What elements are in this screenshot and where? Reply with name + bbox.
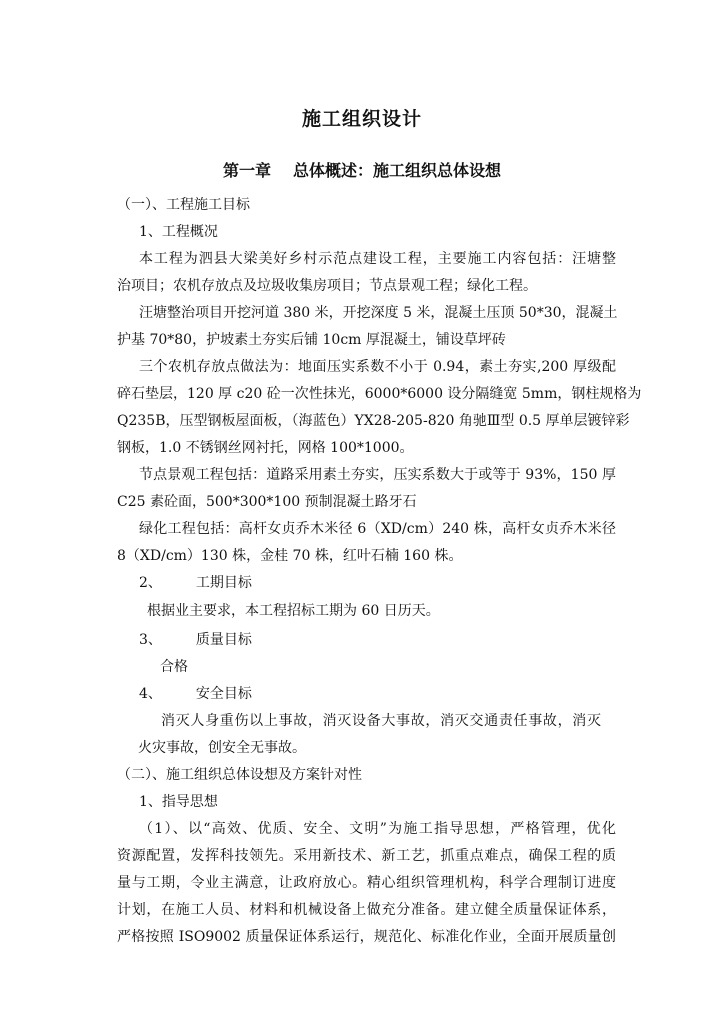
guide-line-1: （1）、以“高效、优质、安全、文明”为施工指导思想，严格管理，优化 bbox=[139, 821, 616, 837]
chapter-title: 总体概述：施工组织总体设想 bbox=[293, 161, 502, 180]
landscape-line-2: C25 素砼面，500*300*100 预制混凝土路牙石 bbox=[117, 494, 417, 510]
item4-heading bbox=[139, 684, 252, 704]
green-line-2: 8（XD/cm）130 株，金桂 70 株，红叶石楠 160 株。 bbox=[117, 548, 463, 564]
green-line-1: 绿化工程包括：高杆女贞乔木米径 6（XD/cm）240 株，高杆女贞乔木米径 bbox=[139, 521, 616, 537]
overview-line-2: 治项目；农机存放点及垃圾收集房项目；节点景观工程；绿化工程。 bbox=[117, 278, 537, 294]
item2-label: 工期目标 bbox=[195, 575, 252, 591]
section2-item1-heading: 1、指导思想 bbox=[139, 794, 218, 810]
section2-heading: （二）、施工组织总体设想及方案针对性 bbox=[117, 767, 362, 783]
guide-line-2: 资源配置，发挥科技领先。采用新技术、新工艺，抓重点难点，确保工程的质 bbox=[117, 848, 616, 864]
item4-label: 安全目标 bbox=[195, 686, 252, 702]
section1-heading: （一）、工程施工目标 bbox=[117, 197, 250, 213]
item3-text: 合格 bbox=[160, 659, 188, 675]
landscape-line-1: 节点景观工程包括：道路采用素土夯实，压实系数大于或等于 93%，150 厚 bbox=[139, 467, 616, 483]
item4-line-2: 火灾事故，创安全无事故。 bbox=[138, 740, 306, 756]
item3-heading bbox=[139, 630, 252, 650]
pond-line-2: 护基 70*80，护坡素土夯实后铺 10cm 厚混凝土，铺设草坪砖 bbox=[117, 332, 506, 348]
item3-label: 质量目标 bbox=[195, 632, 252, 648]
document-title: 施工组织设计 bbox=[301, 108, 422, 130]
item4-line-1: 消灭人身重伤以上事故，消灭设备大事故，消灭交通责任事故，消灭 bbox=[161, 713, 601, 729]
item1-heading: 1、工程概况 bbox=[139, 224, 218, 240]
farm-line-4: 钢板，1.0 不锈钢丝网衬托，网格 100*1000。 bbox=[117, 440, 414, 456]
overview-line-1: 本工程为泗县大梁美好乡村示范点建设工程，主要施工内容包括：汪塘整 bbox=[139, 251, 616, 267]
item2-text: 根据业主要求，本工程招标工期为 60 日历天。 bbox=[147, 603, 440, 619]
guide-line-5: 严格按照 ISO9002 质量保证体系运行，规范化、标准化作业，全面开展质量创 bbox=[117, 929, 616, 945]
pond-line-1: 汪塘整治项目开挖河道 380 米，开挖深度 5 米，混凝土压顶 50*30，混凝土 bbox=[139, 305, 618, 321]
item3-number: 3、 bbox=[139, 632, 162, 648]
chapter-number: 第一章 bbox=[222, 161, 271, 180]
item4-number: 4、 bbox=[139, 686, 162, 702]
item2-number: 2、 bbox=[139, 575, 162, 591]
item2-heading bbox=[139, 573, 252, 593]
farm-line-2: 碎石垫层，120 厚 c20 砼一次性抹光，6000*6000 设分隔缝宽 5mm，钢柱规格为 bbox=[117, 386, 642, 402]
guide-line-4: 计划，在施工人员、材料和机械设备上做充分准备。建立健全质量保证体系， bbox=[117, 902, 616, 918]
farm-line-1: 三个农机存放点做法为：地面压实系数不小于 0.94，素土夯实,200 厚级配 bbox=[139, 359, 616, 375]
guide-line-3: 量与工期，令业主满意，让政府放心。精心组织管理机构，科学合理制订进度 bbox=[117, 875, 616, 891]
farm-line-3: Q235B，压型钢板屋面板，（海蓝色）YX28-205-820 角驰Ⅲ型 0.5 厚单层镀锌彩 bbox=[117, 413, 630, 429]
chapter-heading bbox=[0, 158, 724, 181]
